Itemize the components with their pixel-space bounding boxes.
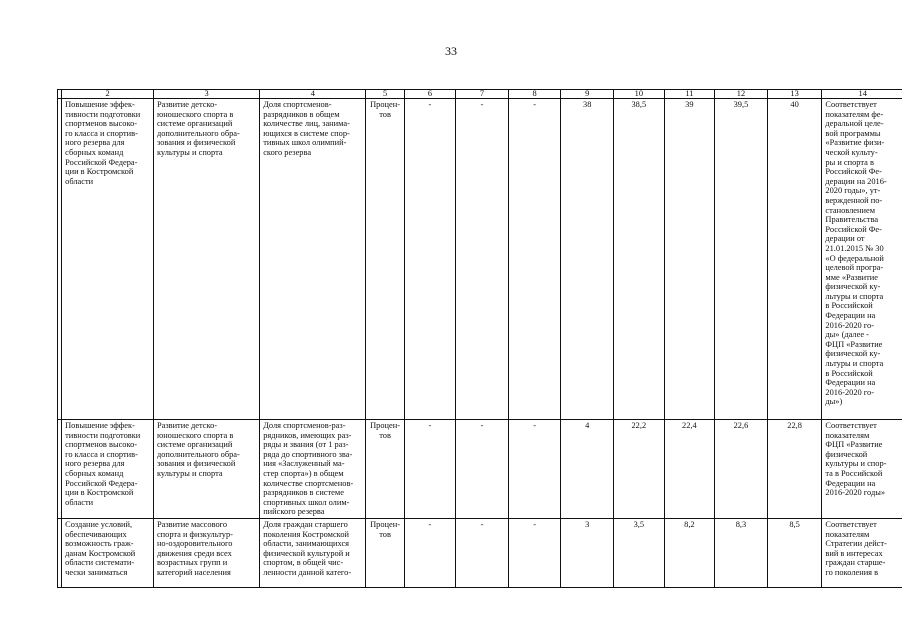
direction-cell: Развитие детско- юношеского спорта в системе организаций дополнительного обра- зования и физической культуры и спорта	[153, 99, 259, 420]
measure-cell: Доля граждан старшего поколения Костромской области, занимающихся физической культурой и спортом, в общей чис- ленности данной катего-	[260, 518, 366, 587]
unit-cell: Процен- тов	[366, 518, 404, 587]
value-cell: -	[404, 518, 456, 587]
column-header: 14	[822, 90, 902, 99]
value-cell: -	[508, 99, 561, 420]
value-cell: 4	[561, 420, 614, 519]
note-cell: Соответствует показателям ФЦП «Развитие физической культуры и спор- та в Российской Федерации на 2016-2020 годы»	[822, 420, 902, 519]
column-header: 8	[508, 90, 561, 99]
value-cell: -	[456, 99, 509, 420]
value-cell: -	[508, 518, 561, 587]
column-header: 9	[561, 90, 614, 99]
value-cell: 8,2	[664, 518, 715, 587]
note-cell: Соответствует показателям фе- деральной целе- вой программы «Развитие физи- ческой культу- ры и спорта в Российской Фе- дерации на 2016- 2020 годы», ут- вержденной по- становлением Правительства Российской Фе- дерации от 21.01.2015 № 30 «О федеральной целевой програ- мме «Развитие физической ку- льтуры и спорта в Российской Федерации на 2016-2020 го- ды» (далее - ФЦП «Развитие физической ку- льтуры и спорта в Российской Федерации на 2016-2020 го- ды»)	[822, 99, 902, 420]
indicator-goal-cell: Повышение эффек- тивности подготовки спортменов высоко- го класса и спортив- ного резерва для сборных команд Российской Федера- ции в Костромской области	[62, 420, 154, 519]
column-header: 2	[62, 90, 154, 99]
value-cell: 8,5	[767, 518, 822, 587]
unit-cell: Процен- тов	[366, 99, 404, 420]
value-cell: 39	[664, 99, 715, 420]
column-header	[58, 90, 62, 99]
column-header: 7	[456, 90, 509, 99]
indicator-table	[57, 89, 902, 588]
unit-cell: Процен- тов	[366, 420, 404, 519]
value-cell: 22,8	[767, 420, 822, 519]
value-cell: 38	[561, 99, 614, 420]
direction-cell: Развитие детско- юношеского спорта в системе организаций дополнительного обра- зования и физической культуры и спорта	[153, 420, 259, 519]
value-cell: 8,3	[715, 518, 768, 587]
column-number-row	[58, 90, 902, 99]
direction-cell: Развитие массового спорта и физкультур- но-оздоровительного движения среди всех возрастных групп и категорий населения	[153, 518, 259, 587]
value-cell: -	[456, 518, 509, 587]
value-cell: 40	[767, 99, 822, 420]
column-header: 12	[715, 90, 768, 99]
value-cell: -	[404, 420, 456, 519]
column-header: 3	[153, 90, 259, 99]
column-header: 5	[366, 90, 404, 99]
value-cell: 22,2	[614, 420, 665, 519]
column-header: 4	[260, 90, 366, 99]
column-header: 6	[404, 90, 456, 99]
column-header: 11	[664, 90, 715, 99]
column-header: 10	[614, 90, 665, 99]
value-cell: -	[508, 420, 561, 519]
value-cell: 3,5	[614, 518, 665, 587]
note-cell: Соответствует показателям Стратегии дейст- вий в интересах граждан старше- го поколения в	[822, 518, 902, 587]
value-cell: 3	[561, 518, 614, 587]
indicator-goal-cell: Создание условий, обеспечивающих возможность граж- данам Костромской области системати- чески заниматься	[62, 518, 154, 587]
indicator-goal-cell: Повышение эффек- тивности подготовки спортменов высоко- го класса и спортив- ного резерва для сборных команд Российской Федера- ции в Костромской области	[62, 99, 154, 420]
measure-cell: Доля спортсменов-раз- рядников, имеющих раз- ряды и звания (от 1 раз- ряда до спортивного зва- ния «Заслуженный ма- стер спорта») в общем количестве спортсменов- разрядников в системе спортивных школ олим- пийского резерва	[260, 420, 366, 519]
value-cell: -	[456, 420, 509, 519]
value-cell: -	[404, 99, 456, 420]
value-cell: 22,4	[664, 420, 715, 519]
table-row	[58, 99, 902, 420]
table-row	[58, 420, 902, 519]
column-header: 13	[767, 90, 822, 99]
value-cell: 39,5	[715, 99, 768, 420]
value-cell: 38,5	[614, 99, 665, 420]
measure-cell: Доля спортсменов- разрядников в общем количестве лиц, занима- ющихся в системе спор- тивных школ олимпий- ского резерва	[260, 99, 366, 420]
page-number: 33	[445, 44, 457, 58]
value-cell: 22,6	[715, 420, 768, 519]
table-row	[58, 518, 902, 587]
